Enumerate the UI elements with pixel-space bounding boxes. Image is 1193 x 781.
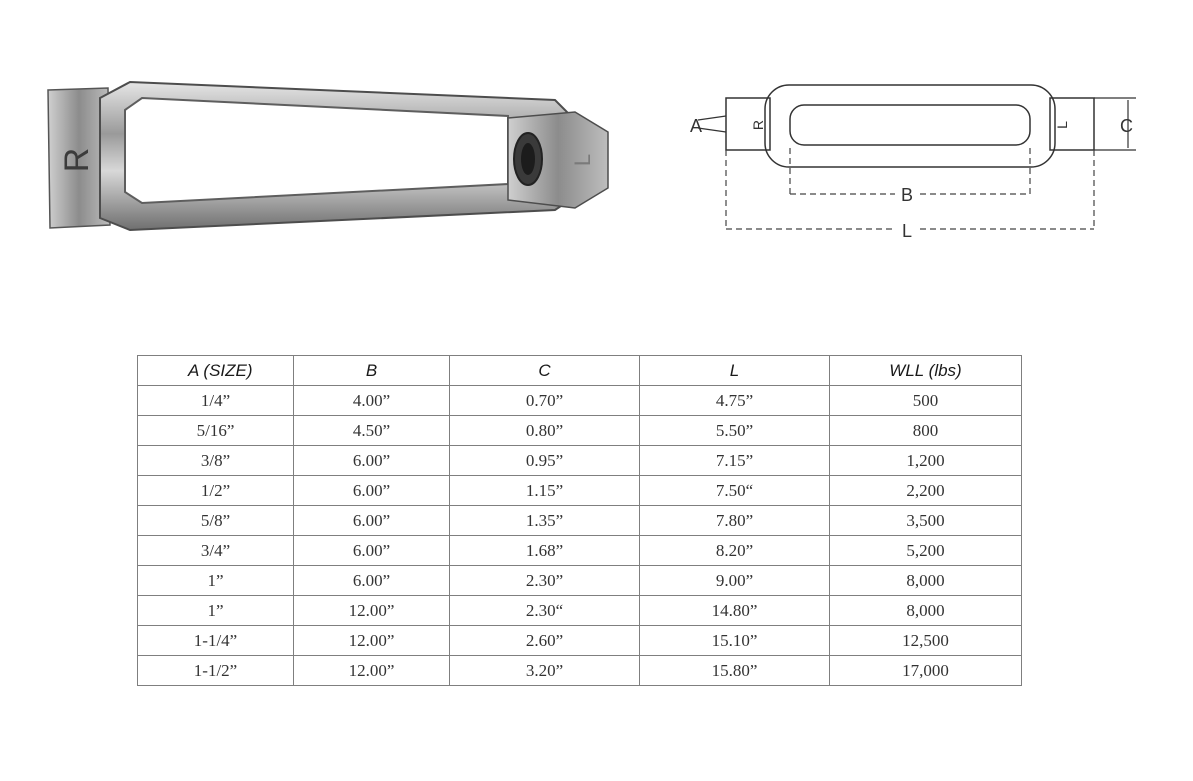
cell-wll: 3,500 bbox=[830, 506, 1022, 536]
cell-wll: 8,000 bbox=[830, 566, 1022, 596]
header-wll: WLL (lbs) bbox=[830, 356, 1022, 386]
table-row bbox=[138, 416, 1022, 446]
cell-l: 15.80” bbox=[640, 656, 830, 686]
header-b: B bbox=[294, 356, 450, 386]
dimension-a bbox=[698, 116, 726, 132]
table-header-row bbox=[138, 356, 1022, 386]
cell-size: 1/2” bbox=[138, 476, 294, 506]
table-row bbox=[138, 386, 1022, 416]
cell-b: 6.00” bbox=[294, 536, 450, 566]
cell-l: 7.50“ bbox=[640, 476, 830, 506]
table-row bbox=[138, 566, 1022, 596]
cell-c: 3.20” bbox=[450, 656, 640, 686]
table-row bbox=[138, 656, 1022, 686]
cell-l: 4.75” bbox=[640, 386, 830, 416]
cell-l: 5.50” bbox=[640, 416, 830, 446]
cell-c: 1.35” bbox=[450, 506, 640, 536]
cell-c: 0.80” bbox=[450, 416, 640, 446]
cell-size: 1/4” bbox=[138, 386, 294, 416]
label-a: A bbox=[690, 116, 703, 136]
cell-l: 7.15” bbox=[640, 446, 830, 476]
cell-c: 0.95” bbox=[450, 446, 640, 476]
cell-size: 5/16” bbox=[138, 416, 294, 446]
cell-c: 1.68” bbox=[450, 536, 640, 566]
cell-size: 1” bbox=[138, 566, 294, 596]
cell-wll: 800 bbox=[830, 416, 1022, 446]
diagram-mark-l: L bbox=[1054, 121, 1070, 129]
table-row bbox=[138, 446, 1022, 476]
turnbuckle-photo bbox=[30, 60, 625, 260]
cell-b: 12.00” bbox=[294, 596, 450, 626]
cell-wll: 17,000 bbox=[830, 656, 1022, 686]
frame-opening bbox=[125, 98, 508, 203]
cell-size: 1-1/4” bbox=[138, 626, 294, 656]
cell-b: 6.00” bbox=[294, 566, 450, 596]
cell-wll: 2,200 bbox=[830, 476, 1022, 506]
cell-b: 4.50” bbox=[294, 416, 450, 446]
cell-b: 4.00” bbox=[294, 386, 450, 416]
header-a-size: A (SIZE) bbox=[138, 356, 294, 386]
cell-wll: 12,500 bbox=[830, 626, 1022, 656]
cell-c: 2.30“ bbox=[450, 596, 640, 626]
cell-b: 6.00” bbox=[294, 446, 450, 476]
cell-size: 3/8” bbox=[138, 446, 294, 476]
frame-outline bbox=[765, 85, 1055, 167]
header-l: L bbox=[640, 356, 830, 386]
cell-l: 8.20” bbox=[640, 536, 830, 566]
label-b: B bbox=[900, 185, 914, 205]
photo-mark-l: L bbox=[570, 153, 595, 167]
photo-mark-r: R bbox=[58, 147, 96, 173]
cell-size: 1” bbox=[138, 596, 294, 626]
cell-l: 14.80” bbox=[640, 596, 830, 626]
cell-wll: 1,200 bbox=[830, 446, 1022, 476]
table-row bbox=[138, 476, 1022, 506]
cell-b: 12.00” bbox=[294, 626, 450, 656]
header-c: C bbox=[450, 356, 640, 386]
table-row bbox=[138, 626, 1022, 656]
label-c: C bbox=[1120, 116, 1133, 136]
cell-wll: 8,000 bbox=[830, 596, 1022, 626]
label-l: L bbox=[901, 221, 913, 241]
cell-c: 2.60” bbox=[450, 626, 640, 656]
cell-b: 12.00” bbox=[294, 656, 450, 686]
diagram-mark-r: R bbox=[750, 119, 766, 131]
cell-b: 6.00” bbox=[294, 506, 450, 536]
dimension-drawing bbox=[670, 70, 1150, 245]
cell-c: 1.15” bbox=[450, 476, 640, 506]
cell-wll: 5,200 bbox=[830, 536, 1022, 566]
cell-size: 1-1/2” bbox=[138, 656, 294, 686]
cell-size: 3/4” bbox=[138, 536, 294, 566]
table-row bbox=[138, 536, 1022, 566]
opening-outline bbox=[790, 105, 1030, 145]
cell-l: 15.10” bbox=[640, 626, 830, 656]
cell-l: 7.80” bbox=[640, 506, 830, 536]
cell-c: 0.70” bbox=[450, 386, 640, 416]
cell-wll: 500 bbox=[830, 386, 1022, 416]
cell-l: 9.00” bbox=[640, 566, 830, 596]
table-row bbox=[138, 506, 1022, 536]
spec-table bbox=[137, 355, 1022, 686]
cell-b: 6.00” bbox=[294, 476, 450, 506]
cell-c: 2.30” bbox=[450, 566, 640, 596]
cell-size: 5/8” bbox=[138, 506, 294, 536]
table-row bbox=[138, 596, 1022, 626]
